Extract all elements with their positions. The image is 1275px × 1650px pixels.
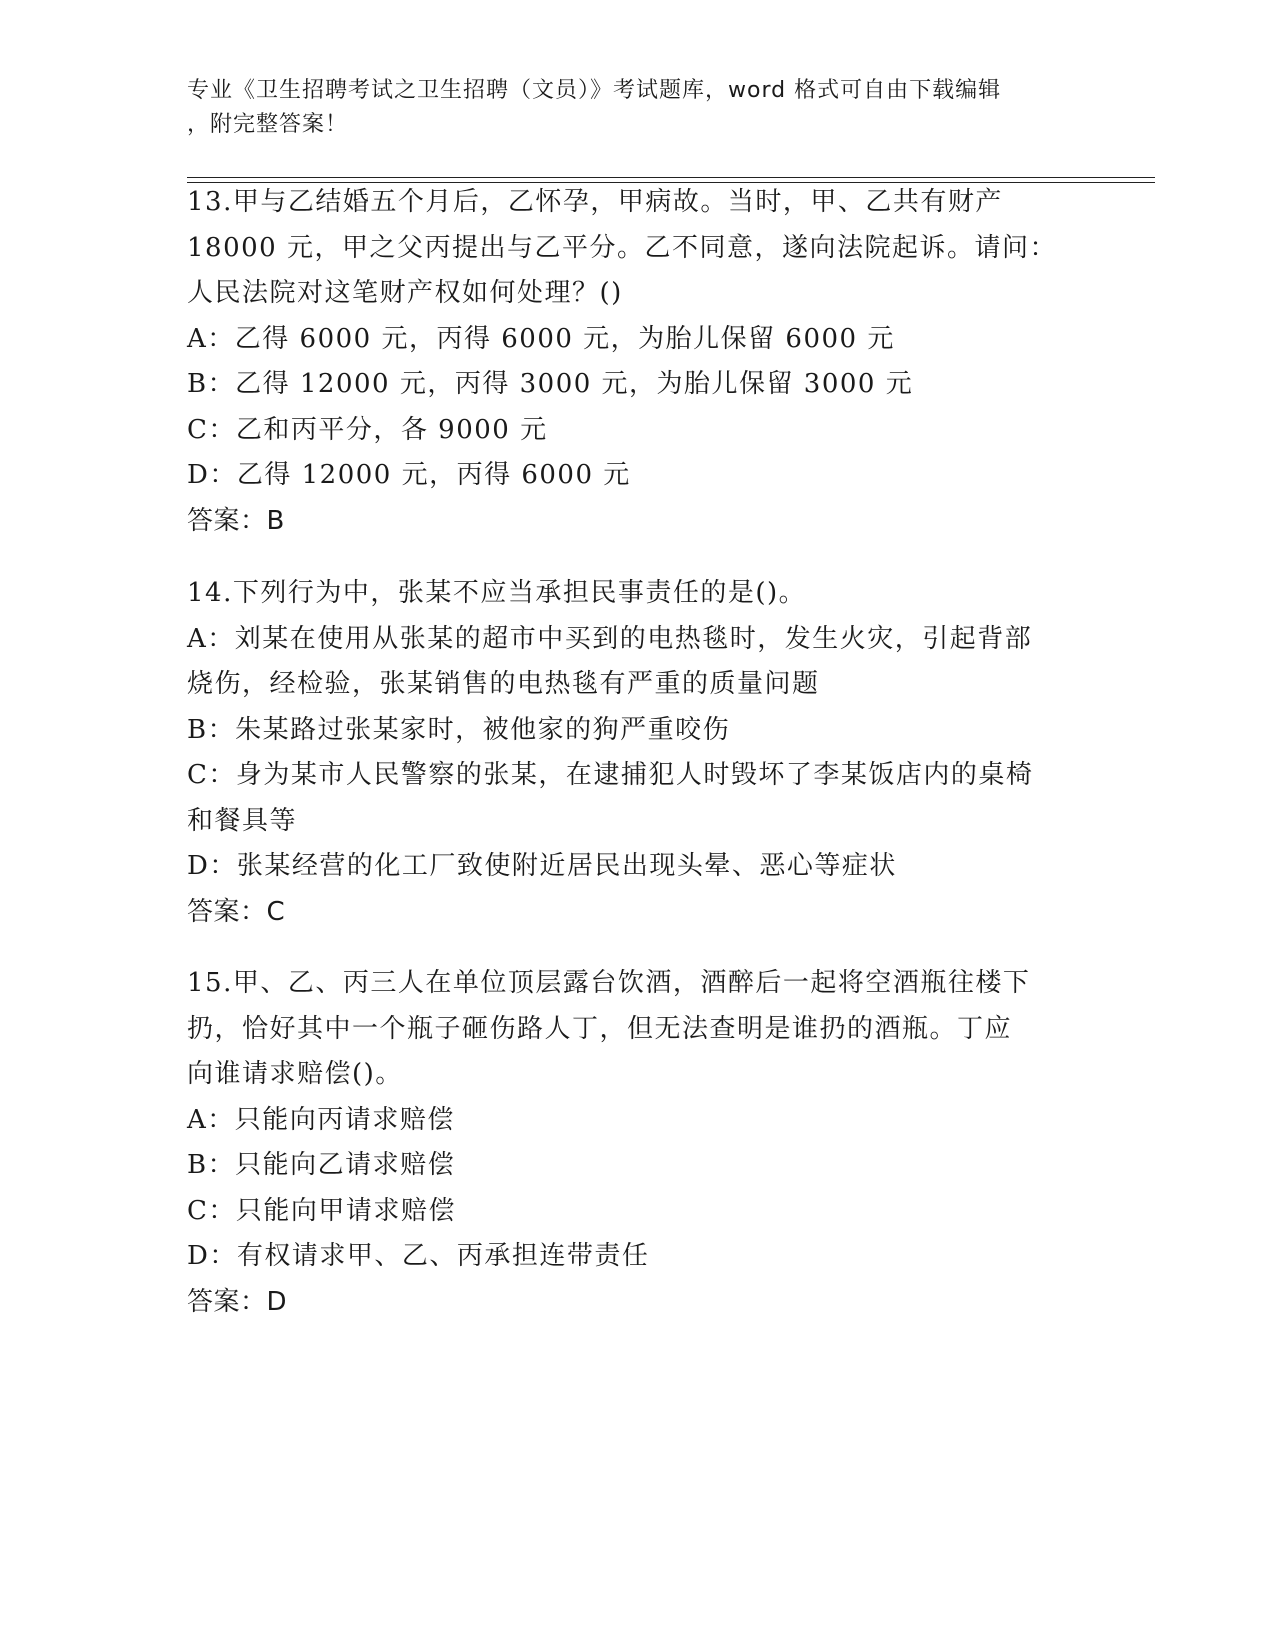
option-d: D：张某经营的化工厂致使附近居民出现头晕、恶心等症状 [187, 851, 897, 881]
option-d: D：乙得 12000 元，丙得 6000 元 [187, 460, 631, 490]
question-stem-line: 15.甲、乙、丙三人在单位顶层露台饮酒，酒醉后一起将空酒瓶往楼下 [187, 968, 1031, 998]
option-c: C：只能向甲请求赔偿 [187, 1195, 456, 1226]
option-d: D：有权请求甲、乙、丙承担连带责任 [187, 1241, 650, 1271]
option-a: A：只能向丙请求赔偿 [187, 1104, 455, 1135]
option-a: A：乙得 6000 元，丙得 6000 元，为胎儿保留 6000 元 [187, 323, 895, 354]
question-stem-line: 13.甲与乙结婚五个月后，乙怀孕，甲病故。当时，甲、乙共有财产 [187, 187, 1003, 217]
header-line-1: 专业《卫生招聘考试之卫生招聘（文员）》考试题库，word 格式可自由下载编辑 [187, 78, 1002, 103]
option-b: B：朱某路过张某家时，被他家的狗严重咬伤 [187, 714, 731, 745]
question-stem-line: 18000 元，甲之父丙提出与乙平分。乙不同意，遂向法院起诉。请问： [187, 232, 1057, 263]
header-line-2: ，附完整答案！ [187, 112, 349, 137]
option-a: A：刘某在使用从张某的超市中买到的电热毯时，发生火灾，引起背部 [187, 623, 1033, 654]
option-c: C：身为某市人民警察的张某，在逮捕犯人时毁坏了李某饭店内的桌椅 [187, 760, 1034, 790]
option-c: C：乙和丙平分，各 9000 元 [187, 414, 548, 445]
document-header [187, 74, 1067, 142]
option-a-continued: 烧伤，经检验，张某销售的电热毯有严重的质量问题 [187, 669, 820, 699]
option-c-continued: 和餐具等 [187, 805, 298, 836]
option-b: B：乙得 12000 元，丙得 3000 元，为胎儿保留 3000 元 [187, 369, 914, 399]
question-stem-line: 向谁请求赔偿()。 [187, 1059, 403, 1089]
question-stem-line: 人民法院对这笔财产权如何处理？() [187, 278, 623, 308]
answer-label: 答案：C [187, 896, 286, 927]
question-15 [187, 961, 1077, 1325]
question-stem-line: 扔，恰好其中一个瓶子砸伤路人丁，但无法查明是谁扔的酒瓶。丁应 [187, 1013, 1013, 1044]
question-13 [187, 180, 1077, 544]
answer-label: 答案：D [187, 1286, 288, 1317]
answer-label: 答案：B [187, 505, 285, 536]
option-b: B：只能向乙请求赔偿 [187, 1150, 456, 1180]
question-14 [187, 571, 1077, 935]
question-stem-line: 14.下列行为中，张某不应当承担民事责任的是()。 [187, 578, 807, 608]
